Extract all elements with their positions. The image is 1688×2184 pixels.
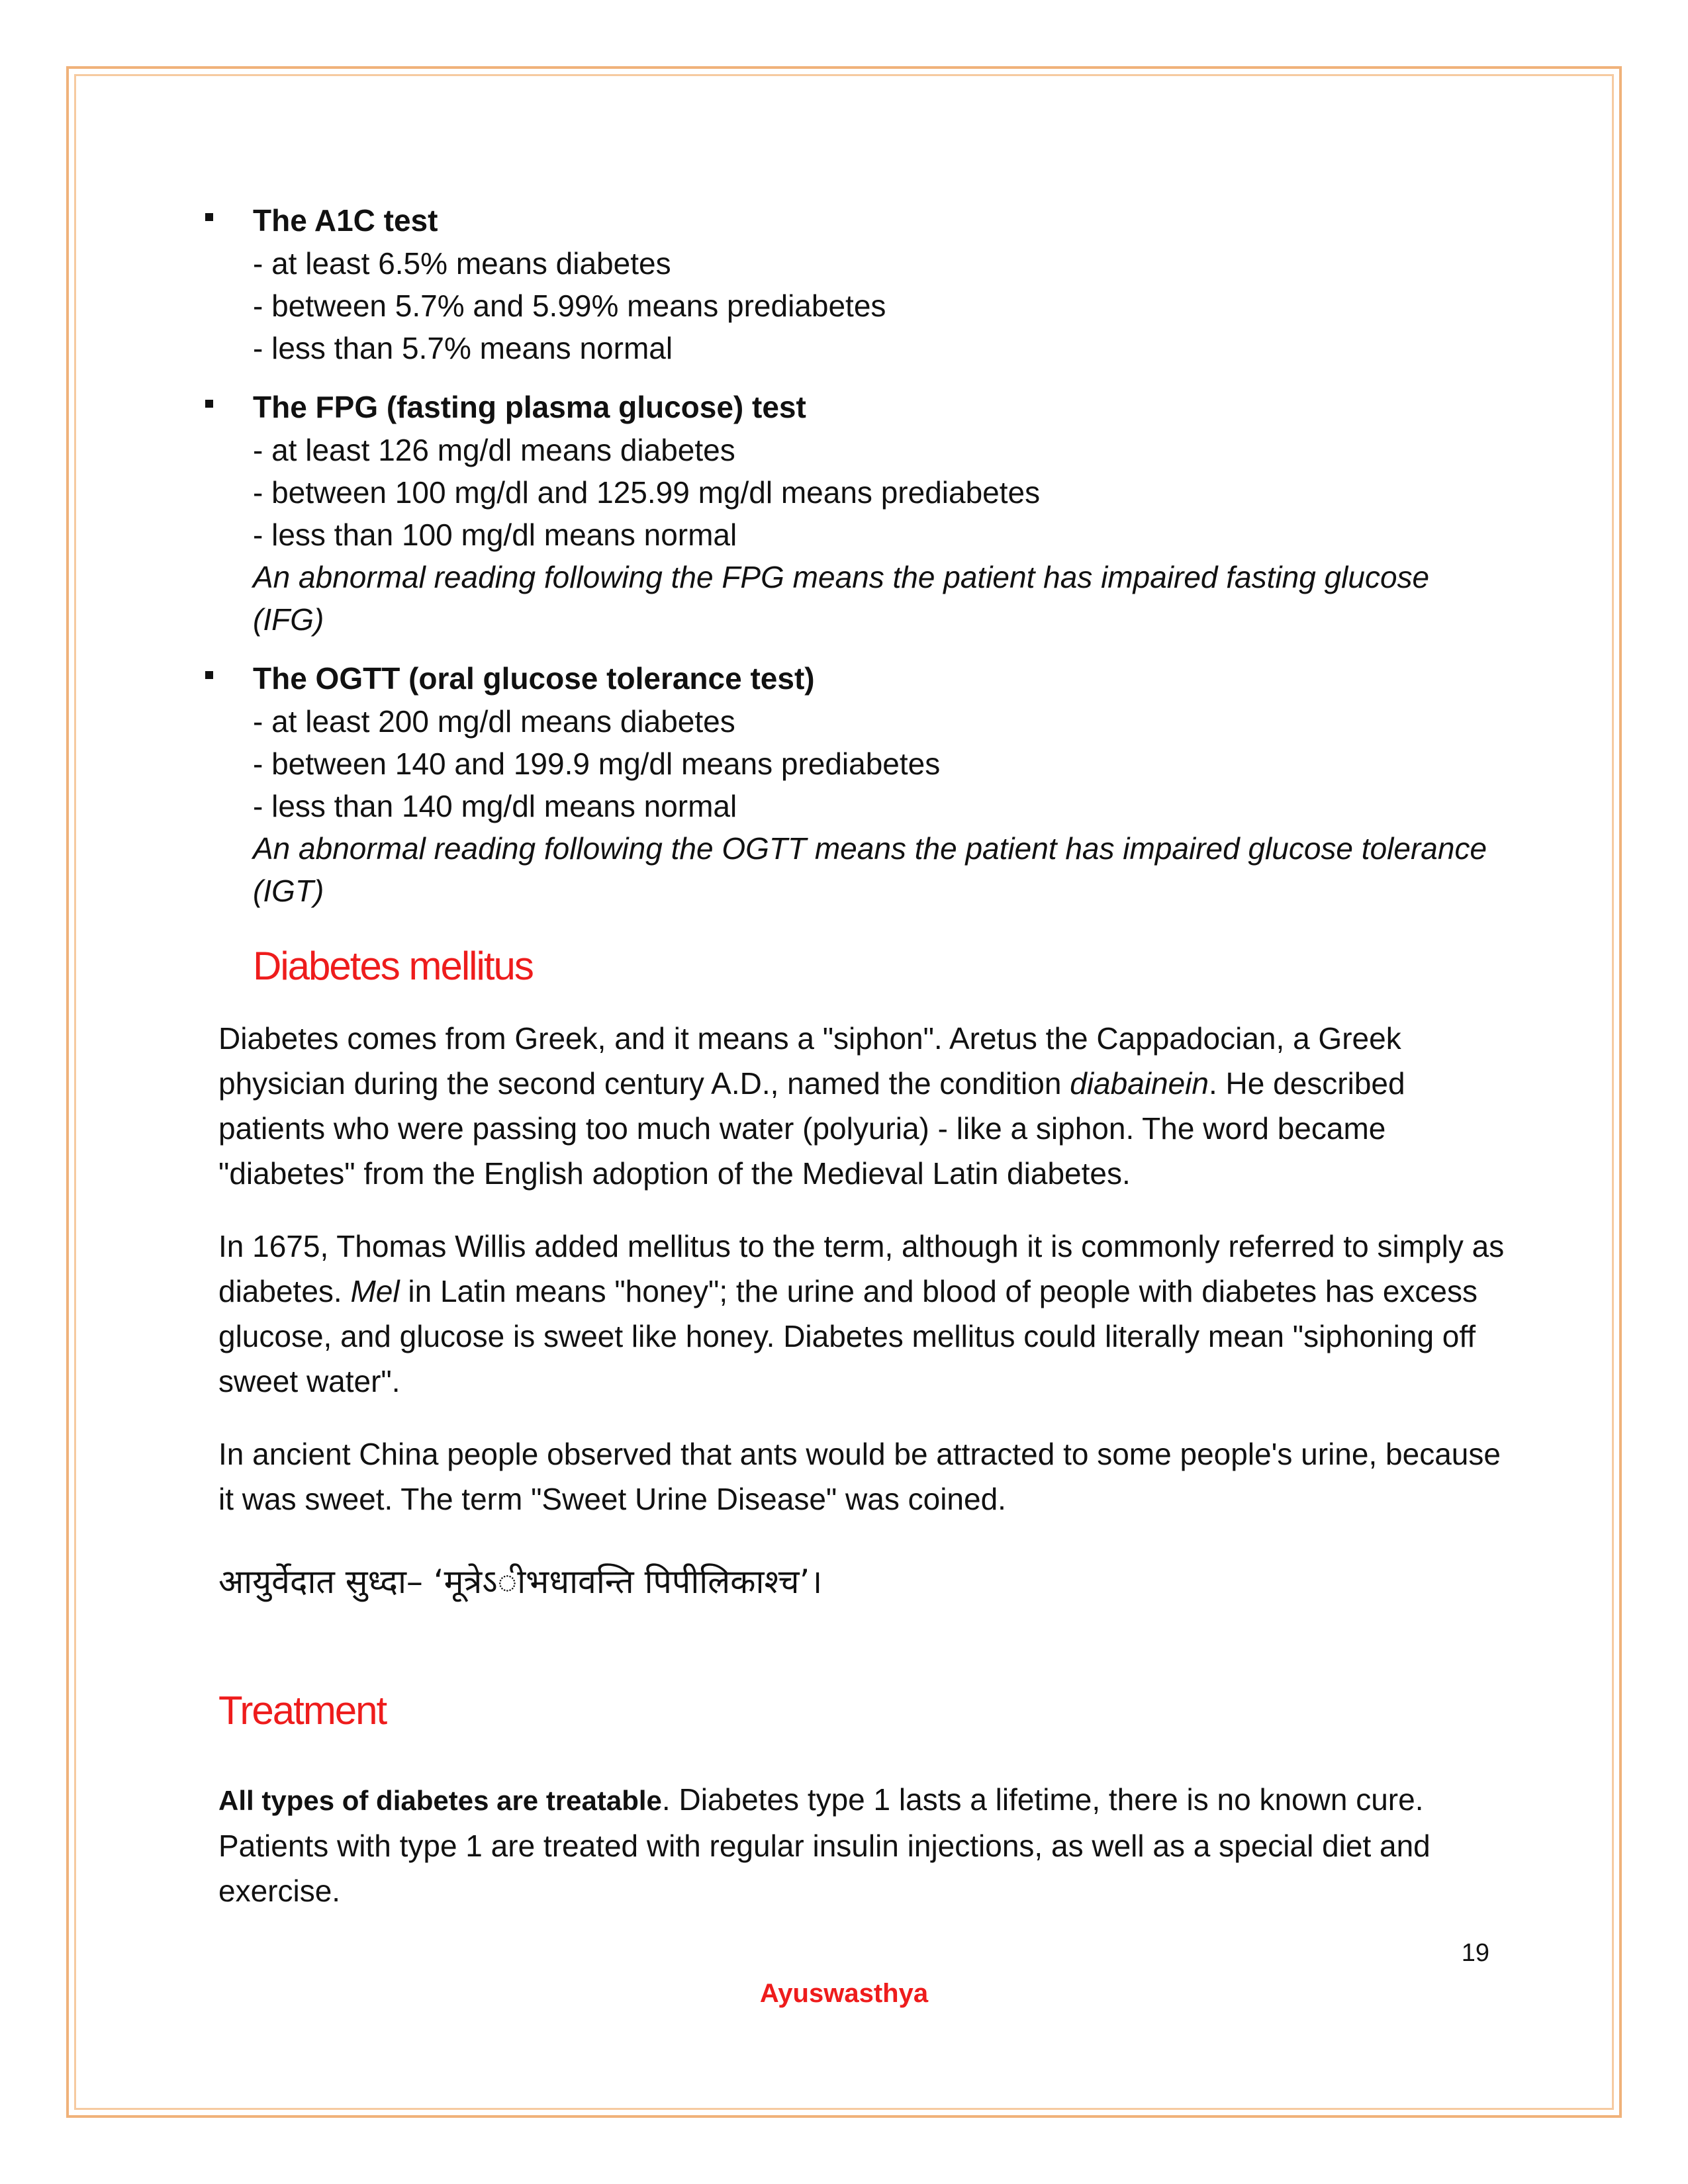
text-run: in Latin means "honey"; the urine and blood of people with diabetes has excess glucose, and glucose is sweet like honey. Diabetes mellitus could literally mean "siphoning off sweet water". [218,1274,1478,1398]
test-line: - between 5.7% and 5.99% means prediabetes [253,289,886,323]
test-line: - less than 100 mg/dl means normal [253,518,737,552]
bold-lead: All types of diabetes are treatable [218,1785,662,1816]
sanskrit-quote: आयुर्वेदात सुध्दा– ‘मूत्रेऽीभधावन्ति पिपीलिकाश्च’। [218,1563,823,1601]
test-line: - between 140 and 199.9 mg/dl means prediabetes [253,747,941,781]
test-line: - between 100 mg/dl and 125.99 mg/dl means prediabetes [253,475,1041,510]
test-line: - at least 200 mg/dl means diabetes [253,704,735,739]
treatment-section [218,1777,1516,1941]
diabetes-mellitus-section [218,1016,1516,1549]
paragraph-mellitus [218,1224,1516,1404]
square-bullet-icon [205,400,213,408]
text-run: In 1675, Thomas Willis added mellitus to the term, although it is commonly referred to simply as diabetes. [218,1229,1505,1308]
paragraph-etymology [218,1016,1516,1196]
section-heading-treatment: Treatment [218,1688,387,1733]
square-bullet-icon [205,671,213,679]
paragraph-china: In ancient China people observed that ants would be attracted to some people's urine, because it was sweet. The term "Sweet Urine Disease" was coined. [218,1437,1501,1516]
test-line: - at least 6.5% means diabetes [253,246,671,281]
test-title: The A1C test [253,203,438,238]
italic-term: Mel [350,1274,400,1308]
square-bullet-icon [205,213,213,221]
paragraph-treatment [218,1777,1516,1913]
test-item-ogtt [205,657,1503,912]
footer-brand: Ayuswasthya [759,1979,929,2008]
text-run: . He described patients who were passing too much water (polyuria) - like a siphon. The word became "diabetes" from the English adoption of the Medieval Latin diabetes. [218,1066,1405,1191]
italic-term: diabainein [1070,1066,1209,1101]
text-run: Diabetes comes from Greek, and it means a "siphon". Aretus the Cappadocian, a Greek physician during the second century A.D., named the condition [218,1021,1401,1101]
test-item-fpg [205,385,1503,641]
test-line: - at least 126 mg/dl means diabetes [253,433,735,467]
test-line: - less than 140 mg/dl means normal [253,789,737,823]
test-note: An abnormal reading following the OGTT means the patient has impaired glucose tolerance (IGT) [253,831,1487,908]
test-title: The OGTT (oral glucose tolerance test) [253,661,815,696]
test-line: - less than 5.7% means normal [253,331,673,365]
text-run: . Diabetes type 1 lasts a lifetime, there is no known cure. Patients with type 1 are treated with regular insulin injections, as well as a special diet and exercise. [218,1782,1430,1908]
section-heading-diabetes-mellitus: Diabetes mellitus [253,944,533,988]
test-note: An abnormal reading following the FPG means the patient has impaired fasting glucose (IFG) [253,560,1430,637]
page-number: 19 [1461,1939,1489,1967]
test-item-a1c [205,199,1503,369]
test-title: The FPG (fasting plasma glucose) test [253,390,806,424]
test-list [205,199,1503,928]
